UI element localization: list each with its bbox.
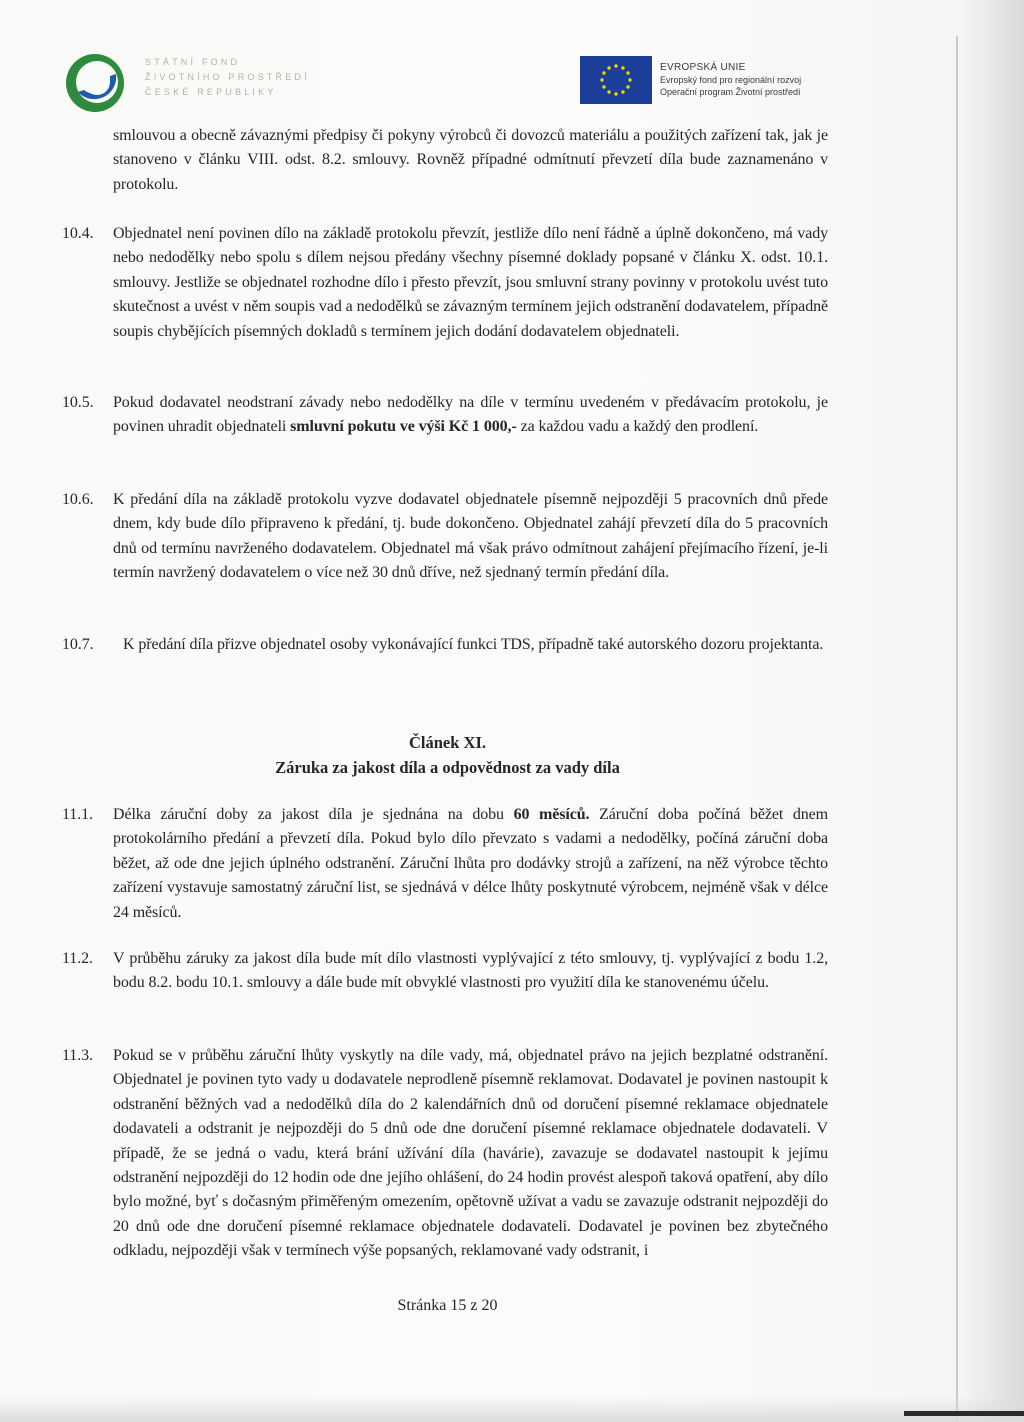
fund-line-2: ŽIVOTNÍHO PROSTŘEDÍ <box>145 72 310 82</box>
fund-name <box>145 55 310 100</box>
paragraph-text: Objednatel není povinen dílo na základě protokolu převzít, jestliže dílo není řádně a úplně dokončeno, má vady nebo nedodělky nebo spolu s dílem nejsou předány všechny písemné doklady popsané v článku X. odst. 10.1. smlouvy. Jestliže se objednatel rozhodne dílo i přesto převzít, jsou smluvní strany povinny v protokolu uvést tuto skutečnost a uvést v něm soupis vad a nedodělků se závazným termínem jejich odstranění dodavatelem, případně soupis chybějících písemných dokladů s termínem jejich dodání dodavatelem objednateli. <box>113 225 828 340</box>
paragraph-text: K předání díla přizve objednatel osoby vykonávající funkci TDS, případně také autorského dozoru projektanta. <box>123 636 824 653</box>
paragraph-10-7 <box>62 633 828 657</box>
paragraph-10-5 <box>62 391 828 440</box>
page-number: Stránka 15 z 20 <box>397 1297 498 1314</box>
paragraph-text: Délka záruční doby za jakost díla je sjednána na dobu <box>113 806 514 823</box>
eu-fund-line: Evropský fond pro regionální rozvoj <box>660 75 802 85</box>
eu-program-line: Operační program Životní prostředí <box>660 87 801 97</box>
paragraph-10-4 <box>62 222 828 344</box>
eu-flag-icon <box>580 56 652 104</box>
article-title: Článek XI. <box>408 733 486 752</box>
scan-bottom-shadow <box>0 1396 1024 1422</box>
paragraph-11-1 <box>62 803 828 925</box>
paragraph-number: 10.6. <box>62 491 94 508</box>
paragraph-number: 11.2. <box>62 950 93 967</box>
penalty-text: smluvní pokutu ve výši Kč 1 000,- <box>290 418 517 436</box>
paragraph-number: 11.3. <box>62 1047 93 1064</box>
paragraph-text-end: Záruční doba počíná běžet dnem protokolárního předání a převzetí díla. Pokud bylo dílo převzato s vadami a nedodělky, počíná záruční doba běžet, až ode dne jejich úplného odstranění. Záruční lhůta pro dodávky strojů a zařízení, na něž výrobce těchto zařízení vystavuje samostatný záruční list, se sjednává v délce lhůty poskytnuté výrobcem, nejméně však v délce 24 měsíců. <box>113 806 828 921</box>
paragraph-text: K předání díla na základě protokolu vyzve dodavatel objednatele písemně nejpozději 5 pracovních dnů přede dnem, kdy bude dílo připraveno k předání, tj. bude dokončeno. Objednatel zahájí převzetí díla do 5 pracovních dnů od termínu navrženého dodavatelem. Objednatel má však právo odmítnout zahájení přejímacího řízení, je-li termín navržený dodavatelem o více než 30 dnů dříve, než sjednaný termín předání díla. <box>113 491 828 582</box>
paragraph-11-3 <box>62 1044 828 1264</box>
paragraph-continuation <box>113 124 828 197</box>
paragraph-text: V průběhu záruky za jakost díla bude mít dílo vlastnosti vyplývající z této smlouvy, tj. vyplývající z bodu 1.2, bodu 8.2. bodu 10.1. smlouvy a dále bude mít obvyklé vlastnosti pro využití díla ke stanovenému účelu. <box>113 950 828 992</box>
scan-edge-line <box>956 36 958 1422</box>
sfzp-logo-icon <box>64 52 126 114</box>
warranty-period: 60 měsíců. <box>513 806 590 823</box>
fund-line-3: ČESKÉ REPUBLIKY <box>145 87 277 97</box>
paragraph-number: 10.5. <box>62 394 94 411</box>
eu-caption <box>660 62 801 98</box>
scan-bottom-bar <box>904 1411 1024 1416</box>
paragraph-number: 10.7. <box>62 636 94 653</box>
paragraph-number: 10.4. <box>62 225 94 242</box>
fund-line-1: STÁTNÍ FOND <box>145 57 241 67</box>
article-subtitle: Záruka za jakost díla a odpovědnost za vady díla <box>275 758 620 777</box>
paragraph-number: 11.1. <box>62 806 93 823</box>
paragraph-11-2 <box>62 947 828 996</box>
paragraph-text: smlouvou a obecně závaznými předpisy či pokyny výrobců či dovozců materiálu a použitých zařízení tak, jak je stanoveno v článku VIII. odst. 8.2. smlouvy. Rovněž případné odmítnutí převzetí díla bude zaznamenáno v protokolu. <box>113 127 828 193</box>
paragraph-text: Pokud dodavatel neodstraní závady nebo nedodělky na díle v termínu uvedeném v předávacím protokolu, je povinen uhradit objednateli <box>113 394 828 436</box>
paragraph-text: Pokud se v průběhu záruční lhůty vyskytly na díle vady, má, objednatel právo na jejich bezplatné odstranění. Objednatel je povinen tyto vady u dodavatele neprodleně písemně reklamovat. Dodavatel je povinen nastoupit k odstranění běžných vad a nedodělků díla do 2 kalendářních dnů od doručení písemné reklamace objednatele dodavateli a odstranit je nejpozději do 5 dnů ode dne doručení písemné reklamace objednatele dodavateli. V případě, že se jedná o vadu, která brání užívání díla (havárie), zavazuje se dodavatel nastoupit k jejímu odstranění nejpozději do 12 hodin ode dne jejího ohlášení, do 24 hodin provést alespoň taková opatření, aby dílo bylo možné, byť s dočasným přiměřeným omezením, opětovně užívat a vadu se zavazuje odstranit nejpozději do 20 dnů ode dne doručení písemné reklamace objednatele dodavateli. Dodavatel je povinen bez zbytečného odkladu, nejpozději však v termínech výše popsaných, reklamované vady odstranit, i <box>113 1047 828 1260</box>
paragraph-10-6 <box>62 488 828 586</box>
eu-title: EVROPSKÁ UNIE <box>660 62 746 73</box>
paragraph-text-end: za každou vadu a každý den prodlení. <box>516 418 759 436</box>
scan-edge <box>966 0 1024 1422</box>
